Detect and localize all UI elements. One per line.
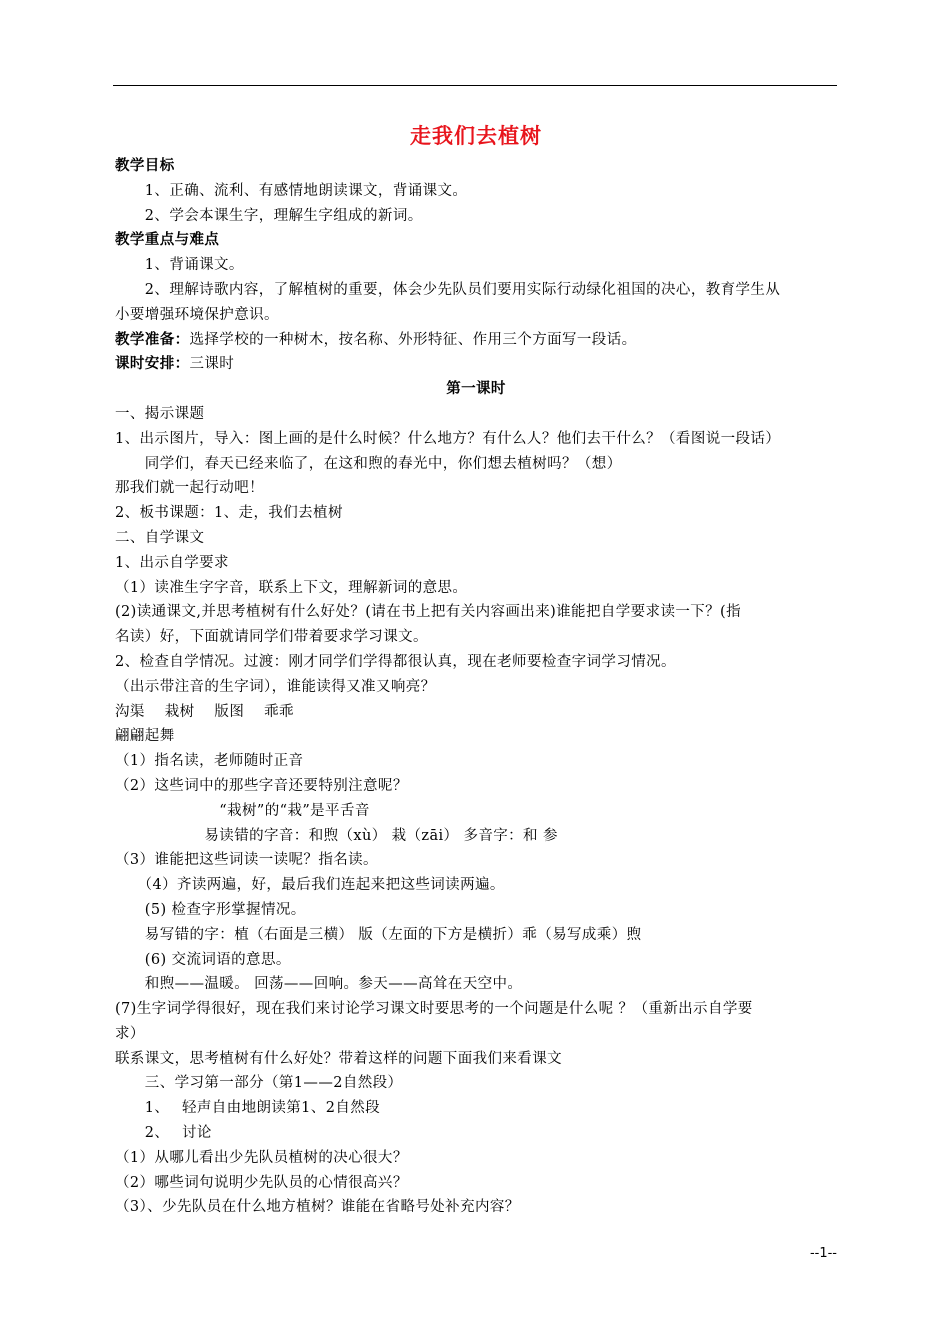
line-text: 易写错的字：植（右面是三横） 版（左面的下方是横折）乖（易写成乘）煦 — [115, 926, 642, 943]
text-line — [115, 154, 837, 179]
line-text: 三、学习第一部分（第1——2自然段） — [115, 1075, 403, 1092]
text-line — [115, 551, 837, 576]
line-text: 1、出示图片，导入：图上画的是什么时候？什么地方？有什么人？他们去干什么？（看图说一段话） — [115, 430, 781, 447]
text-line — [115, 452, 837, 477]
text-line — [115, 303, 837, 328]
line-text: 2、板书课题：1、走，我们去植树 — [115, 505, 343, 522]
text-line — [115, 501, 837, 526]
line-text: （1）指名读，老师随时正音 — [115, 753, 304, 770]
page-number: --1-- — [809, 1246, 837, 1261]
document-title: 走我们去植树 — [410, 123, 542, 148]
text-line — [115, 1146, 837, 1171]
bold-label: 教学准备： — [115, 330, 190, 348]
header-rule — [113, 85, 837, 86]
line-text: 一、揭示课题 — [115, 405, 205, 422]
bold-label: 课时安排： — [115, 355, 190, 373]
line-text: (7)生字词学得很好，现在我们来讨论学习课文时要思考的一个问题是什么呢 ？（重新出示自学要 — [115, 1001, 753, 1018]
line-text: 1、出示自学要求 — [115, 554, 229, 571]
line-text: 1、正确、流利、有感情地朗读课文，背诵课文。 — [115, 182, 468, 199]
text-line — [115, 253, 837, 278]
document-lines — [115, 154, 837, 1220]
line-text: 同学们，春天已经来临了，在这和煦的春光中，你们想去植树吗？（想） — [115, 455, 622, 472]
text-line — [115, 948, 837, 973]
line-text: 二、自学课文 — [115, 529, 205, 546]
line-text: “栽树”的“栽”是平舌音 — [115, 802, 370, 819]
text-line — [115, 179, 837, 204]
line-text: 名读）好，下面就请同学们带着要求学习课文。 — [115, 629, 428, 646]
text-line — [115, 1195, 837, 1220]
text-line — [115, 774, 837, 799]
text-line — [115, 824, 837, 849]
text-line — [115, 228, 837, 253]
line-text: 小要增强环境保护意识。 — [115, 306, 279, 323]
line-text: （3）、少先队员在什么地方植树？谁能在省略号处补充内容？ — [115, 1199, 520, 1216]
text-line — [115, 799, 837, 824]
text-line — [115, 650, 837, 675]
line-text: 选择学校的一种树木，按名称、外形特征、作用三个方面写一段话。 — [189, 331, 637, 348]
line-text: （出示带注音的生字词），谁能读得又准又响亮？ — [115, 678, 436, 695]
text-line — [115, 1121, 837, 1146]
text-line — [115, 675, 837, 700]
line-text: (2)读通课文,并思考植树有什么好处？(请在书上把有关内容画出来)谁能把自学要求读一下？(指 — [115, 604, 742, 621]
line-text: 沟渠 栽树 版图 乖乖 — [115, 703, 294, 720]
text-line — [115, 328, 837, 353]
line-text: （3）谁能把这些词读一读呢？指名读。 — [115, 852, 378, 869]
text-line — [115, 377, 837, 402]
text-line — [115, 873, 837, 898]
text-line — [115, 1022, 837, 1047]
line-text: 2、 讨论 — [115, 1125, 212, 1142]
line-text: (5) 检查字形掌握情况。 — [115, 901, 306, 918]
text-line — [115, 427, 837, 452]
text-line — [115, 997, 837, 1022]
bold-label: 教学重点与难点 — [115, 231, 220, 249]
text-line — [115, 724, 837, 749]
line-text: 三课时 — [189, 356, 235, 373]
line-text: 易读错的字音：和煦（xù） 栽（zāi） 多音字：和 参 — [115, 827, 558, 844]
text-line — [115, 972, 837, 997]
text-line — [115, 526, 837, 551]
line-text: （2）哪些词句说明少先队员的心情很高兴？ — [115, 1174, 408, 1191]
line-text: （1）从哪儿看出少先队员植树的决心很大？ — [115, 1149, 408, 1166]
line-text: 求） — [115, 1025, 145, 1042]
text-line — [115, 278, 837, 303]
line-text: （2）这些词中的那些字音还要特别注意呢？ — [115, 777, 408, 794]
line-text: 1、背诵课文。 — [115, 257, 244, 274]
text-line — [115, 700, 837, 725]
text-line — [115, 204, 837, 229]
line-text: 联系课文，思考植树有什么好处？带着这样的问题下面我们来看课文 — [115, 1050, 562, 1067]
bold-label: 教学目标 — [115, 157, 175, 174]
line-text: 那我们就一起行动吧！ — [115, 480, 264, 497]
document-body — [115, 118, 837, 1220]
bold-label: 第一课时 — [446, 380, 506, 398]
line-text: 2、学会本课生字，理解生字组成的新词。 — [115, 207, 423, 224]
line-text: （1）读准生字字音，联系上下文，理解新词的意思。 — [115, 579, 468, 596]
line-text: （4）齐读两遍，好，最后我们连起来把这些词读两遍。 — [115, 877, 505, 894]
text-line — [115, 1171, 837, 1196]
line-text: 2、检查自学情况。过渡：刚才同学们学得都很认真，现在老师要检查字词学习情况。 — [115, 653, 676, 670]
line-text: 和煦——温暖。 回荡——回响。参天——高耸在天空中。 — [115, 976, 523, 993]
text-line — [115, 898, 837, 923]
text-line — [115, 352, 837, 377]
line-text: 1、 轻声自由地朗读第1、2自然段 — [115, 1100, 381, 1117]
line-text: (6) 交流词语的意思。 — [115, 951, 291, 968]
text-line — [115, 402, 837, 427]
text-line — [115, 848, 837, 873]
text-line — [115, 576, 837, 601]
text-line — [115, 1047, 837, 1072]
line-text: 翩翩起舞 — [115, 728, 175, 745]
text-line — [115, 749, 837, 774]
text-line — [115, 625, 837, 650]
line-text: 2、理解诗歌内容，了解植树的重要，体会少先队员们要用实际行动绿化祖国的决心，教育学生从 — [115, 281, 781, 298]
text-line — [115, 923, 837, 948]
text-line — [115, 1096, 837, 1121]
text-line — [115, 476, 837, 501]
text-line — [115, 1071, 837, 1096]
text-line — [115, 600, 837, 625]
